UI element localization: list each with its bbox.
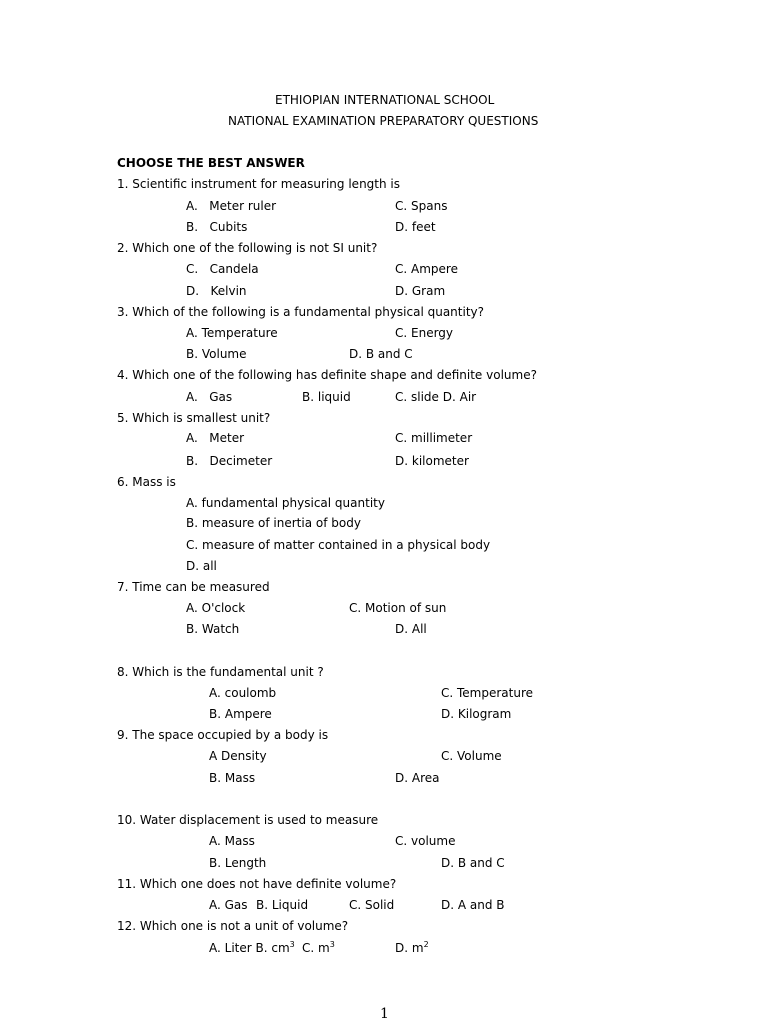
superscript: 2	[423, 940, 429, 949]
q3-option-c: C. Energy	[395, 326, 454, 340]
q10-option-a: A. Mass	[209, 834, 255, 848]
q2-option-3: D. Kelvin	[186, 284, 247, 298]
q9-option-d: D. Area	[395, 771, 440, 785]
q9-option-b: B. Mass	[209, 771, 256, 785]
q2-option-2: C. Ampere	[395, 262, 458, 276]
q4-option-b: B. liquid	[302, 390, 351, 404]
q9-option-c: C. Volume	[441, 749, 502, 763]
q3-option-b: B. Volume	[186, 347, 247, 361]
q3-option-a: A. Temperature	[186, 326, 278, 340]
question-8: 8. Which is the fundamental unit ?	[117, 665, 324, 679]
question-10: 10. Water displacement is used to measure	[117, 813, 379, 827]
q2-option-4: D. Gram	[395, 284, 446, 298]
q12-option-c: C. $m^3$	[302, 940, 335, 955]
page-number: 1	[380, 1006, 389, 1022]
q1-option-d: D. feet	[395, 220, 436, 234]
exam-title: NATIONAL EXAMINATION PREPARATORY QUESTIONS	[228, 114, 539, 128]
q10-option-c: C. volume	[395, 834, 456, 848]
q1-option-c: C. Spans	[395, 199, 448, 213]
q8-option-a: A. coulomb	[209, 686, 277, 700]
q6-option-c: C. measure of matter contained in a physical body	[186, 538, 491, 552]
q10-option-b: B. Length	[209, 856, 267, 870]
q7-option-c: C. Motion of sun	[349, 601, 447, 615]
q6-option-d: D. all	[186, 559, 217, 573]
q10-option-d: D. B and C	[441, 856, 505, 870]
q2-option-1: C. Candela	[186, 262, 259, 276]
superscript: 3	[289, 940, 295, 949]
question-4: 4. Which one of the following has definite shape and definite volume?	[117, 368, 537, 382]
q7-option-d: D. All	[395, 622, 427, 636]
q12-option-ab: A. Liter B. $cm^3$	[209, 940, 295, 955]
question-2: 2. Which one of the following is not SI unit?	[117, 241, 378, 255]
q5-option-d: D. kilometer	[395, 454, 469, 468]
q11-option-a: A. Gas	[209, 898, 248, 912]
school-name: ETHIOPIAN INTERNATIONAL SCHOOL	[275, 93, 495, 107]
q3-option-d: D. B and C	[349, 347, 413, 361]
q11-option-d: D. A and B	[441, 898, 505, 912]
question-7: 7. Time can be measured	[117, 580, 270, 594]
q12-option-d: D. $m^2$	[395, 940, 429, 955]
q4-option-cd: C. slide D. Air	[395, 390, 477, 404]
question-1: 1. Scientific instrument for measuring length is	[117, 177, 400, 191]
q8-option-d: D. Kilogram	[441, 707, 512, 721]
q9-option-a: A Density	[209, 749, 267, 763]
q11-option-b: B. Liquid	[256, 898, 309, 912]
q1-option-b: B. Cubits	[186, 220, 248, 234]
question-12: 12. Which one is not a unit of volume?	[117, 919, 349, 933]
q7-option-b: B. Watch	[186, 622, 240, 636]
question-3: 3. Which of the following is a fundamental physical quantity?	[117, 305, 485, 319]
superscript: 3	[329, 940, 335, 949]
instruction-heading: CHOOSE THE BEST ANSWER	[117, 156, 305, 170]
question-5: 5. Which is smallest unit?	[117, 411, 271, 425]
question-9: 9. The space occupied by a body is	[117, 728, 329, 742]
q8-option-b: B. Ampere	[209, 707, 272, 721]
q5-option-b: B. Decimeter	[186, 454, 273, 468]
q11-option-c: C. Solid	[349, 898, 395, 912]
question-11: 11. Which one does not have definite volume?	[117, 877, 397, 891]
q4-option-a: A. Gas	[186, 390, 233, 404]
q7-option-a: A. O'clock	[186, 601, 246, 615]
q5-option-a: A. Meter	[186, 431, 245, 445]
q8-option-c: C. Temperature	[441, 686, 534, 700]
q6-option-b: B. measure of inertia of body	[186, 516, 361, 530]
q1-option-a: A. Meter ruler	[186, 199, 277, 213]
q6-option-a: A. fundamental physical quantity	[186, 496, 385, 510]
q5-option-c: C. millimeter	[395, 431, 473, 445]
question-6: 6. Mass is	[117, 475, 176, 489]
